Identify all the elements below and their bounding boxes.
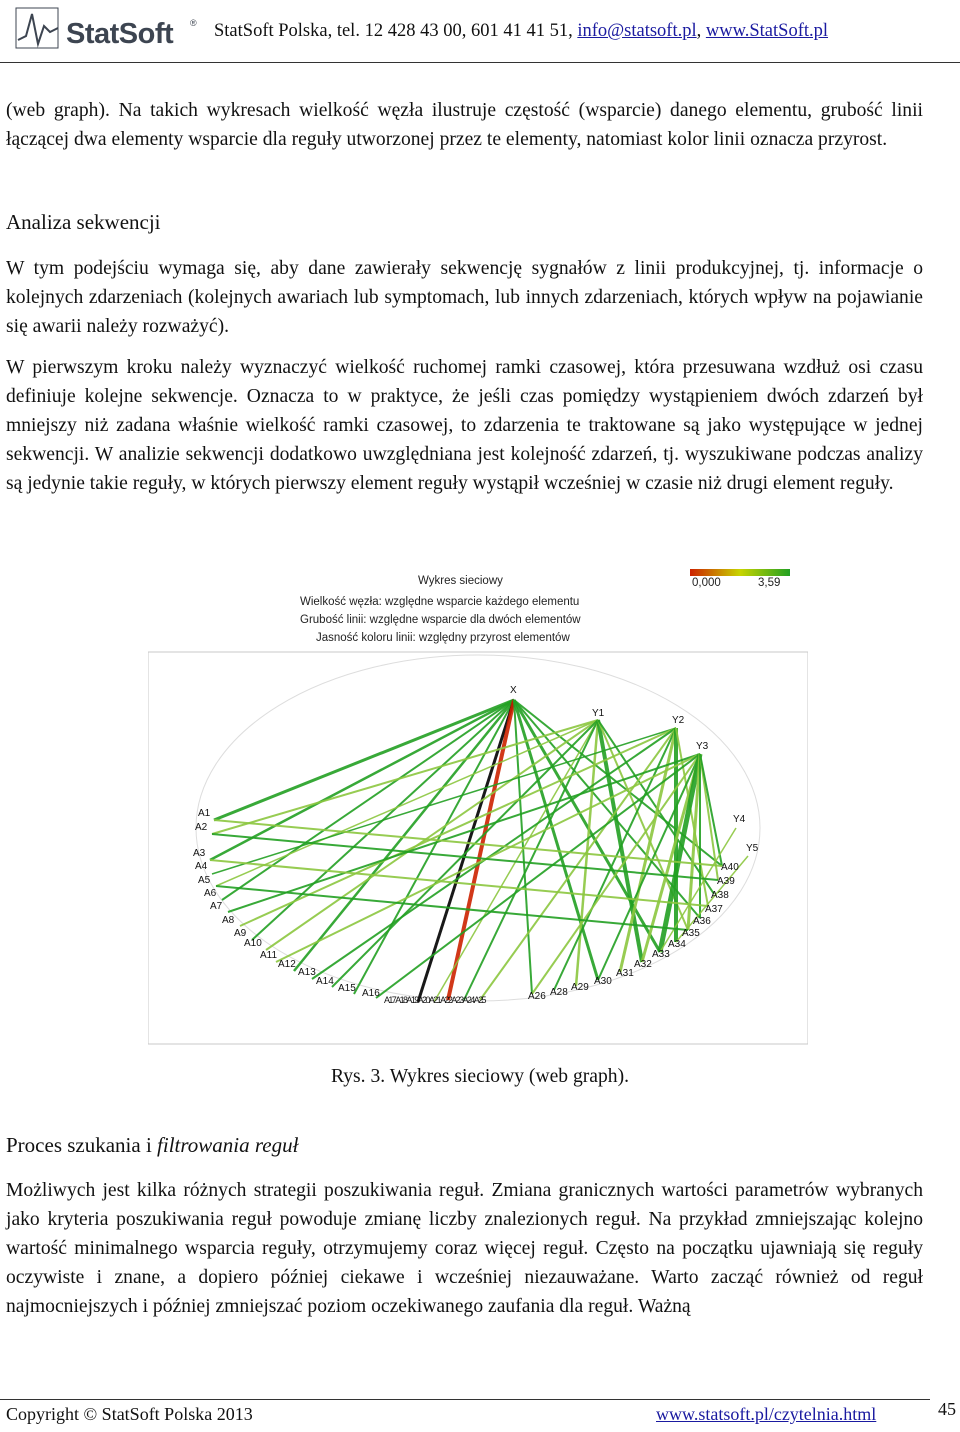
node-label-y3: Y3 [696,741,709,752]
node-label-a29: A29 [571,982,589,993]
footer-link[interactable]: www.statsoft.pl/czytelnia.html [656,1404,877,1424]
edge-y3-a40 [700,754,722,866]
figure-legend-node-size: Wielkość węzła: względne wsparcie każdego elementu [300,596,580,608]
node-label-a28: A28 [550,987,568,998]
edge-a3-a37 [210,860,708,906]
website-link[interactable]: www.StatSoft.pl [705,21,829,41]
node-label-a6: A6 [204,888,217,899]
node-label-a39: A39 [717,876,735,887]
paragraph-web-graph: (web graph). Na takich wykresach wielkość węzła ilustruje częstość (wsparcie) danego elementu, grubość linii łączącej dwa elementy wsparcie dla reguły utworzonej przez te elementy, natomiast kolor linii oznacza przyrost. [6,100,923,150]
page-header [0,0,960,62]
node-label-a34: A34 [668,939,686,950]
node-label-a12: A12 [278,959,296,970]
node-label-a2: A2 [195,822,208,833]
logo-registered-mark: ® [190,18,197,28]
page-number: 45 [938,1399,956,1419]
node-label-a36: A36 [693,916,711,927]
node-label-a10: A10 [244,938,262,949]
footer-divider [0,1399,930,1400]
node-label-y1: Y1 [592,708,605,719]
node-label-a5: A5 [198,875,211,886]
node-label-x: X [510,685,517,696]
node-label-a13: A13 [298,967,316,978]
figure-legend-line-color: Jasność koloru linii: względny przyrost elementów [316,632,570,644]
node-label-a37: A37 [705,904,723,915]
contact-phones: StatSoft Polska, tel. 12 428 43 00, 601 41 41 51, [214,21,578,41]
node-label-y5: Y5 [746,843,759,854]
node-label-a32: A32 [634,959,652,970]
node-label-a40: A40 [721,862,739,873]
node-label-a7: A7 [210,901,223,912]
plot-frame [148,652,808,1044]
scale-min-label: 0,000 [692,577,721,589]
figure-title: Wykres sieciowy [418,575,503,587]
paragraph-rule-strategies: Możliwych jest kilka różnych strategii poszukiwania reguł. Zmiana granicznych wartości parametrów wybranych jako kryteria poszukiwania reguł powoduje zmianę liczby znalezionych reguł. Na przykład zmniejszając kolejno wartość minimalnego wsparcia reguły, otrzymujemy coraz więcej reguł. Często na początku ujawniają się reguły oczywiste i znane, a dopiero później ciekawe i wcześniej niezauważane. Warto zacząć również od reguł najmocniejszych i później zmniejszać poziom oczekiwanego zaufania dla reguł. Ważną [6,1180,923,1317]
statsoft-logo [14,6,197,52]
node-label-a4: A4 [195,861,208,872]
node-label-cluster: A17A18A19A20A21A22A23A24A25 [384,995,485,1005]
logo-chart-icon [14,6,66,52]
figure-legend-line-width: Grubość linii: względne wsparcie dla dwóch elementów [300,614,581,626]
node-label-a14: A14 [316,976,334,987]
node-label-a11: A11 [260,950,278,961]
footer-copyright: Copyright © StatSoft Polska 2013 [6,1404,253,1424]
node-label-a15: A15 [338,983,356,994]
web-graph-figure [148,566,808,1056]
heading-sequence-analysis: Analiza sekwencji [6,210,161,234]
contact-separator: , [696,21,706,41]
node-label-a31: A31 [616,968,634,979]
header-contact [214,21,828,42]
node-label-a33: A33 [652,949,670,960]
node-label-y2: Y2 [672,715,685,726]
node-label-a30: A30 [594,976,612,987]
edge-a1-a40 [214,820,722,866]
paragraph-time-window: W pierwszym kroku należy wyznaczyć wielkość ruchomej ramki czasowej, która przesuwana wzdłuż osi czasu definiuje kolejne sekwencje. Oznacza to w praktyce, że jeśli czas pomiędzy wystąpieniem dwóch zdarzeń był mniejszy niż zadana właśnie wielkość ramki czasowej, to zdarzenia te traktowane są jako występujące w jednej sekwencji. W analizie sekwencji dodatkowo uwzględniana jest kolejność zdarzeń, tj. wyszukiwane podczas analizy są jedynie takie reguły, w których pierwszy element reguły wystąpił wcześniej w czasie niż drugi element reguły. [6,357,923,494]
heading-rule-search-prefix: Proces szukania i [6,1133,158,1157]
edge-x-a12 [294,700,514,971]
figure-caption: Rys. 3. Wykres sieciowy (web graph). [330,1066,630,1087]
scale-max-label: 3,59 [758,577,781,589]
node-label-a3: A3 [193,848,206,859]
node-label-a8: A8 [222,915,235,926]
edge-y1-a5 [216,720,598,886]
logo-text: StatSoft [66,18,174,50]
edge-x-a3 [210,700,514,860]
node-label-a26: A26 [528,991,546,1002]
color-scale-bar [690,569,790,576]
node-label-y4: Y4 [733,814,746,825]
node-label-a1: A1 [198,808,211,819]
heading-rule-search-italic: filtrowania reguł [157,1133,299,1157]
node-label-a38: A38 [711,890,729,901]
email-link[interactable]: info@statsoft.pl [577,21,697,41]
node-label-a35: A35 [682,928,700,939]
paragraph-sequence-intro: W tym podejściu wymaga się, aby dane zawierały sekwencję sygnałów z linii produkcyjnej, tj. informacje o kolejnych zdarzeniach (kolejnych awariach lub symptomach, lub innych zdarzeniach, których wpływ na pojawianie się awarii należy rozważyć). [6,258,923,337]
heading-rule-search [6,1133,298,1158]
header-divider [0,62,960,63]
node-label-a16: A16 [362,988,380,999]
node-label-a9: A9 [234,928,247,939]
